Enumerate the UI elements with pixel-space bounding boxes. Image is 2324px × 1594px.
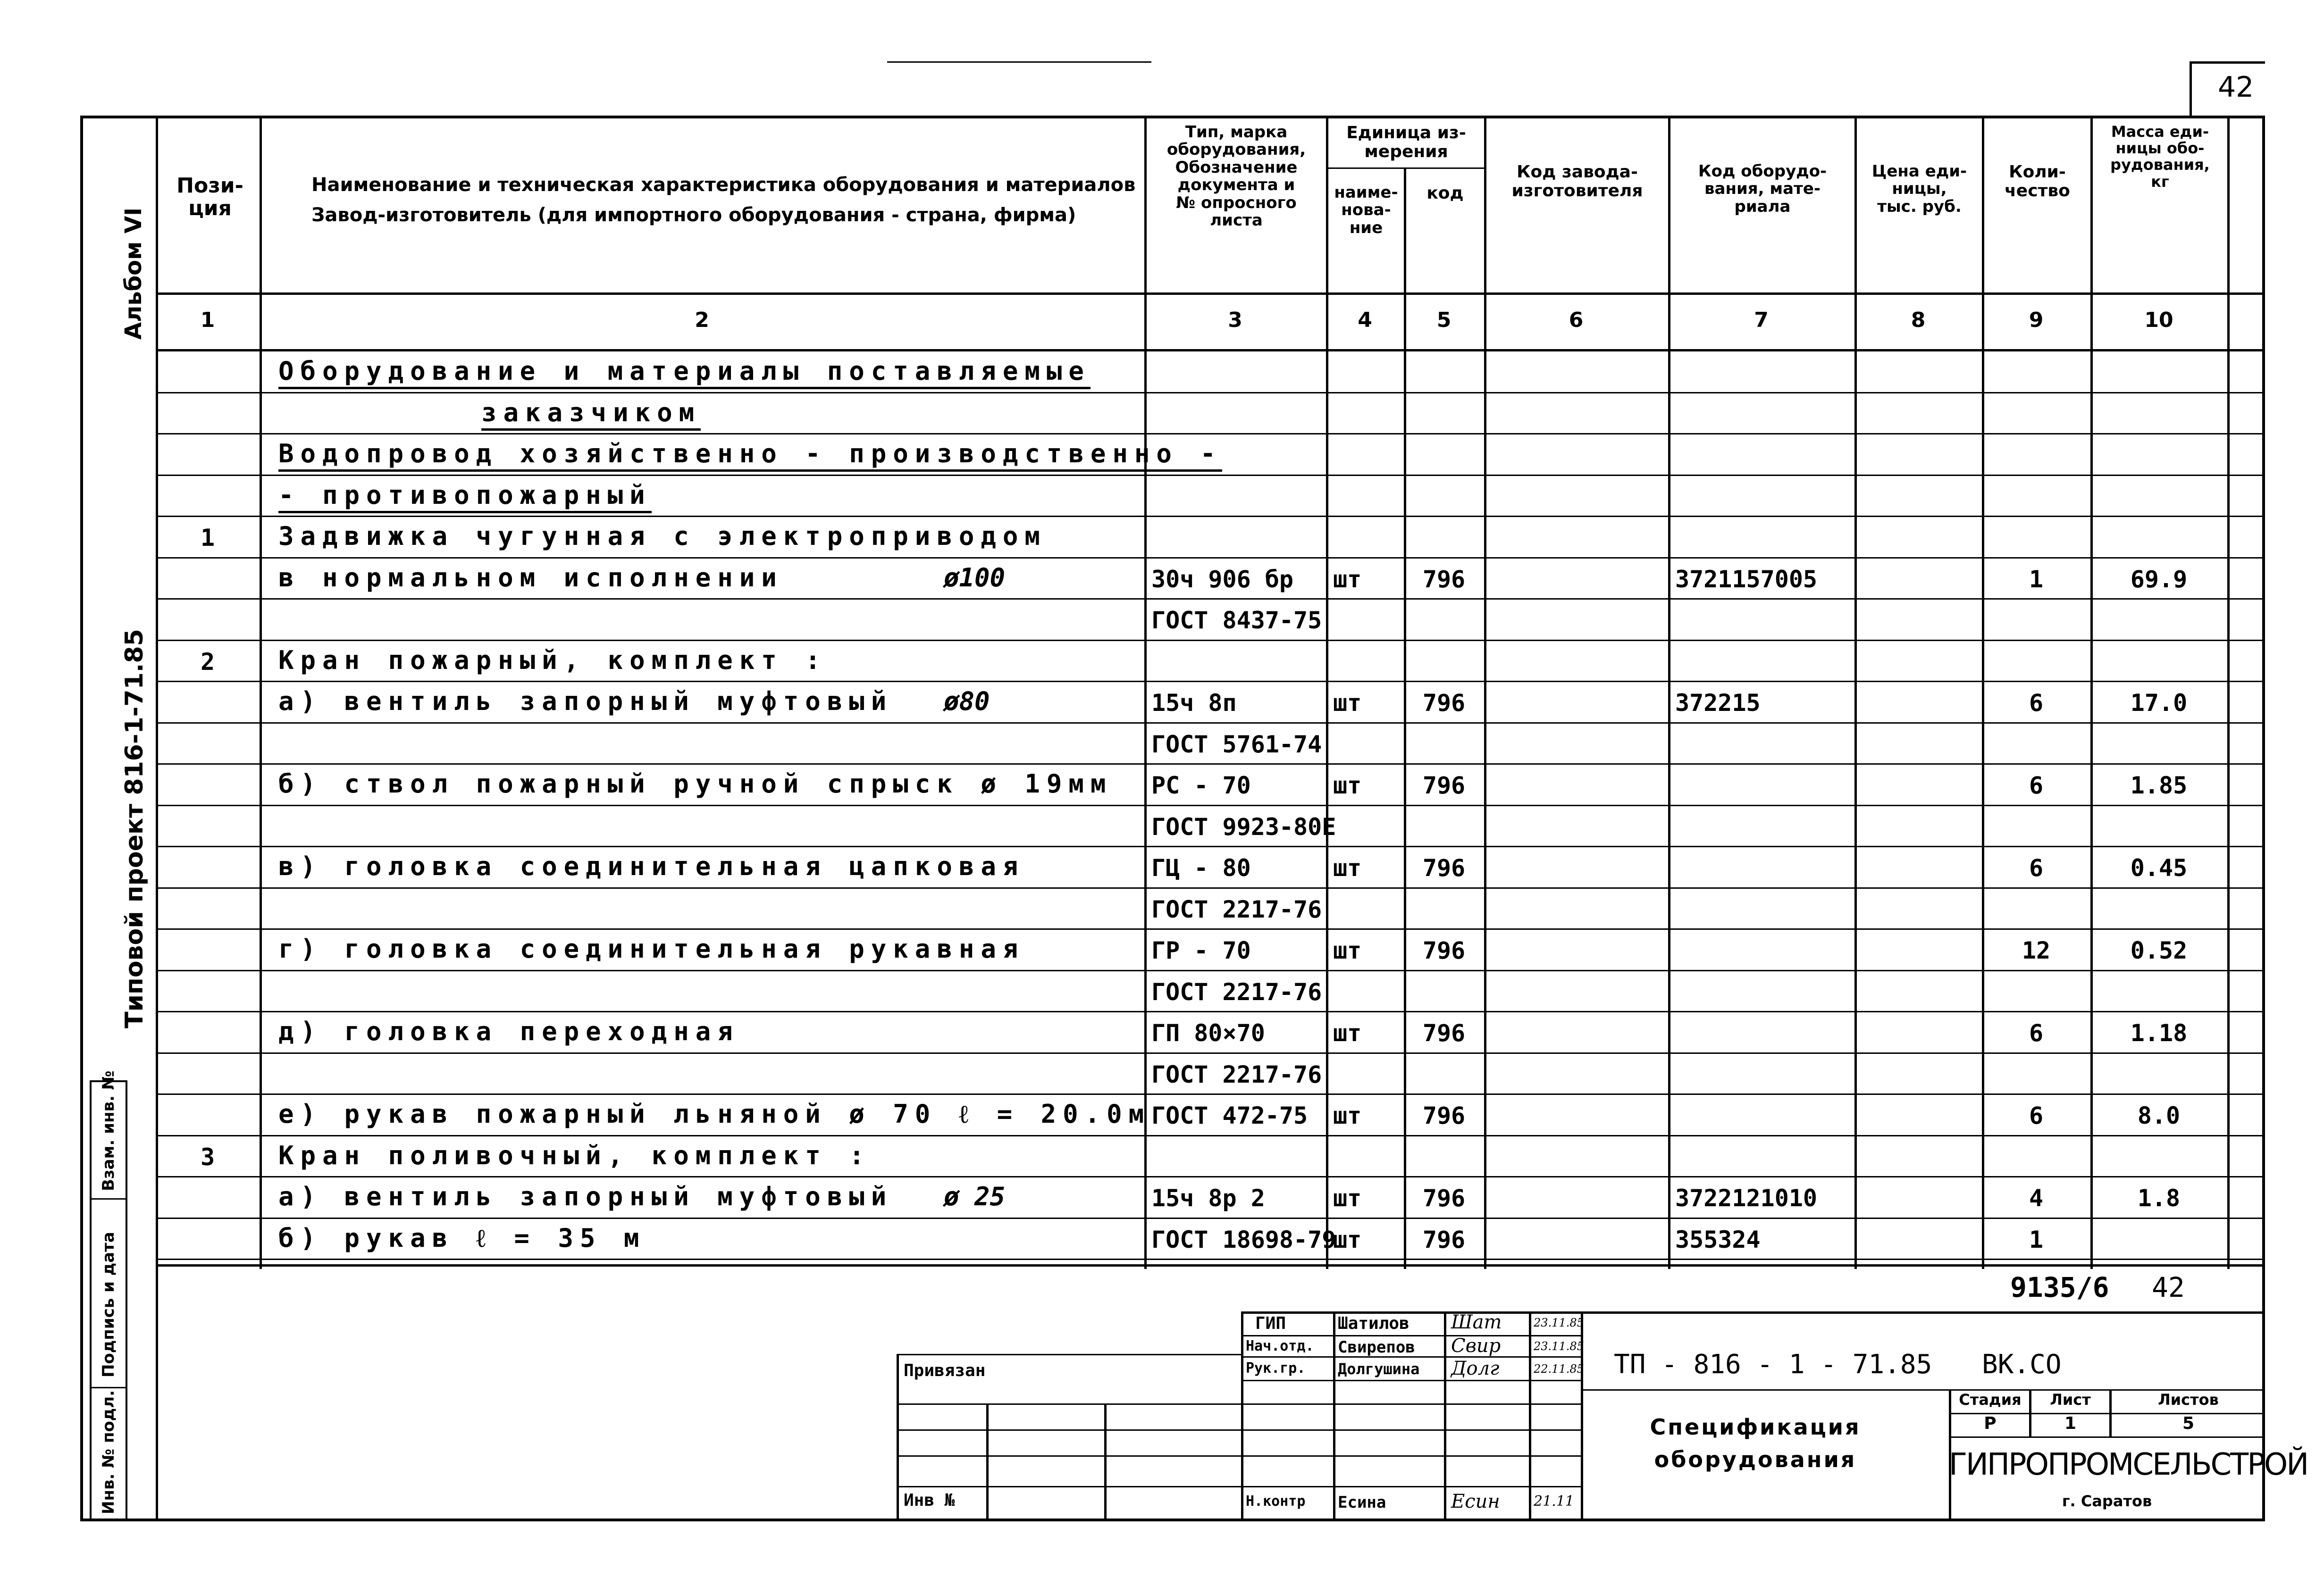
cell-name xyxy=(278,686,893,716)
row-separator xyxy=(156,1135,2265,1136)
cell-name-text: Задвижка чугунная с электроприводом xyxy=(278,521,1047,551)
tb-line xyxy=(897,1429,1581,1431)
inv-label: Инв № xyxy=(904,1491,955,1510)
stamp-replace: Взам. инв. № xyxy=(99,1070,118,1191)
doc-number: 9135/6 xyxy=(2010,1271,2109,1303)
cell-mass: 1.85 xyxy=(2130,772,2188,799)
cell-type: ГОСТ 5761-74 xyxy=(1151,730,1322,758)
project-label: Типовой проект 816-1-71.85 xyxy=(120,629,149,1028)
cell-qty: 12 xyxy=(2022,937,2051,964)
cell-name xyxy=(278,645,827,675)
cell-mass: 17.0 xyxy=(2130,689,2188,717)
cell-type: РС - 70 xyxy=(1151,772,1251,799)
row-separator xyxy=(156,1259,2265,1260)
row-separator xyxy=(156,805,2265,806)
cell-name xyxy=(278,934,1024,964)
top-sheet-number: 42 xyxy=(2218,71,2254,104)
cell-diameter: ø100 xyxy=(944,562,1006,593)
cell-diameter: ø80 xyxy=(944,686,990,716)
cell-diameter: ø 25 xyxy=(944,1182,1006,1211)
hdr-unit: Единица из- мерения xyxy=(1346,123,1466,161)
hdr-quantity: Коли- чество xyxy=(2005,162,2070,200)
col-num-4: 4 xyxy=(1358,308,1372,332)
cell-name xyxy=(278,521,1047,551)
cell-qty: 6 xyxy=(2029,1019,2044,1047)
date-group: 22.11.85 xyxy=(1534,1362,1584,1376)
cell-qty: 6 xyxy=(2029,854,2044,882)
name-group: Долгушина xyxy=(1338,1360,1420,1378)
cell-mass: 69.9 xyxy=(2130,565,2188,593)
cell-type: ГОСТ 2217-76 xyxy=(1151,978,1322,1006)
cell-type: ГОСТ 472-75 xyxy=(1151,1102,1308,1129)
tb-line xyxy=(1241,1335,1581,1336)
cell-name-text: е) рукав пожарный льняной ø 70 ℓ = 20.0м xyxy=(278,1099,1151,1129)
hdr-name-line2: Завод-изготовитель (для импортного оборудования - страна, фирма) xyxy=(311,204,1076,226)
cell-code: 796 xyxy=(1422,772,1466,799)
bound-label: Привязан xyxy=(904,1361,986,1380)
col-line xyxy=(1326,116,1328,1269)
header-bottom-line xyxy=(156,292,2265,295)
hdr-plant-code: Код завода- изготовителя xyxy=(1511,162,1643,200)
album-label: Альбом VI xyxy=(120,207,147,340)
cell-name xyxy=(278,1099,1150,1129)
cell-type: ГП 80×70 xyxy=(1151,1019,1265,1047)
sheet-value: 1 xyxy=(2064,1414,2077,1433)
doc-title xyxy=(1586,1415,1925,1471)
col-num-6: 6 xyxy=(1569,308,1584,332)
date-gip: 23.11.85 xyxy=(1534,1316,1584,1329)
row-separator xyxy=(156,1093,2265,1095)
project-code: ТП - 816 - 1 - 71.85 xyxy=(1614,1349,1932,1380)
col-num-2: 2 xyxy=(695,308,709,332)
cell-type: ГОСТ 9923-80Е xyxy=(1151,813,1336,841)
cell-name-text: заказчиком xyxy=(481,398,701,431)
stamp-signature: Подпись и дата xyxy=(99,1232,118,1377)
hdr-position: Пози- ция xyxy=(176,174,243,221)
cell-qty: 6 xyxy=(2029,772,2044,799)
cell-qty: 6 xyxy=(2029,1102,2044,1129)
row-separator xyxy=(156,1011,2265,1012)
tb-line xyxy=(1241,1311,1243,1521)
row-separator xyxy=(156,763,2265,765)
cell-mat: 355324 xyxy=(1675,1226,1761,1253)
tb-line xyxy=(986,1403,989,1521)
col-line xyxy=(260,116,262,1269)
cell-mass: 0.45 xyxy=(2130,854,2188,882)
row-separator xyxy=(156,887,2265,889)
cell-name xyxy=(278,1223,646,1253)
cell-type: ГОСТ 2217-76 xyxy=(1151,895,1322,923)
cell-name xyxy=(278,563,783,593)
cell-name-text: Кран пожарный, комплект : xyxy=(278,645,827,675)
col-num-9: 9 xyxy=(2029,308,2044,332)
role-gip: ГИП xyxy=(1255,1314,1286,1333)
cell-code: 796 xyxy=(1422,1019,1466,1047)
hdr-material-code: Код оборудо- вания, мате- риала xyxy=(1698,162,1827,216)
col-num-1: 1 xyxy=(200,308,215,332)
cell-name xyxy=(278,1141,871,1170)
cell-mat: 3722121010 xyxy=(1675,1185,1818,1212)
cell-code: 796 xyxy=(1422,937,1466,964)
hdr-name xyxy=(264,175,1142,225)
cell-name-text: Кран поливочный, комплект : xyxy=(278,1140,871,1170)
doc-title-line2: оборудования xyxy=(1654,1446,1857,1472)
cell-mat: 372215 xyxy=(1675,689,1761,717)
cell-code: 796 xyxy=(1422,1185,1466,1212)
row-separator xyxy=(156,516,2265,517)
cell-unit: шт xyxy=(1333,854,1362,882)
unit-header-line xyxy=(1326,167,1484,169)
cell-name-text: б) ствол пожарный ручной спрыск ø 19мм xyxy=(278,769,1113,799)
cell-name xyxy=(278,356,1091,386)
cell-name xyxy=(278,1182,893,1211)
date-head: 23.11.85 xyxy=(1534,1340,1584,1353)
cell-name-text: в) головка соединительная цапковая xyxy=(278,851,1025,881)
col-line xyxy=(1484,116,1486,1269)
cell-pos: 2 xyxy=(200,648,215,676)
cell-name-text: Водопровод хозяйственно - производственно - xyxy=(278,439,1222,472)
row-separator xyxy=(156,475,2265,476)
row-separator xyxy=(156,722,2265,724)
stamp-inv: Инв. № подл. xyxy=(99,1390,118,1514)
row-separator xyxy=(156,681,2265,682)
hdr-type: Тип, марка оборудования, Обозначение документа и № опросного листа xyxy=(1166,123,1306,230)
tb-line xyxy=(1333,1311,1335,1521)
cell-name-text: а) вентиль запорный муфтовый xyxy=(278,686,893,716)
stage-value: Р xyxy=(1984,1414,1997,1433)
cell-name-text: б) рукав ℓ = 35 м xyxy=(278,1223,646,1253)
col-line xyxy=(2227,116,2230,1269)
cell-mass: 1.18 xyxy=(2130,1019,2188,1047)
sheets-label: Листов xyxy=(2158,1391,2219,1409)
cell-mass: 0.52 xyxy=(2130,937,2188,964)
cell-mat: 3721157005 xyxy=(1675,565,1818,593)
signature-group: Долг xyxy=(1451,1358,1500,1379)
cell-code: 796 xyxy=(1422,565,1466,593)
row-separator xyxy=(156,433,2265,434)
row-separator xyxy=(156,846,2265,847)
organization: ГИПРОПРОМСЕЛЬСТРОЙ xyxy=(1949,1447,2308,1482)
signature-head: Свир xyxy=(1451,1335,1501,1357)
cell-name xyxy=(278,480,652,510)
col-num-5: 5 xyxy=(1436,308,1451,332)
cell-type: ГОСТ 8437-75 xyxy=(1151,607,1322,634)
col-line xyxy=(1668,116,1670,1269)
cell-unit: шт xyxy=(1333,689,1362,717)
table-bottom-line xyxy=(156,1264,2265,1267)
cell-type: ГОСТ 18698-79 xyxy=(1151,1226,1336,1253)
stage-label: Стадия xyxy=(1959,1391,2022,1409)
hdr-price: Цена еди- ницы, тыс. руб. xyxy=(1871,162,1967,216)
tb-line xyxy=(1241,1380,1581,1381)
cell-name xyxy=(278,1017,739,1046)
col-line xyxy=(1854,116,1857,1269)
cell-type: 15ч 8п xyxy=(1151,689,1237,717)
cell-name-text: д) головка переходная xyxy=(278,1017,739,1046)
cell-mass: 1.8 xyxy=(2137,1185,2181,1212)
cell-unit: шт xyxy=(1333,565,1362,593)
role-control: Н.контр xyxy=(1246,1493,1306,1510)
numbers-bottom-line xyxy=(156,349,2265,351)
cell-qty: 4 xyxy=(2029,1185,2044,1212)
row-separator xyxy=(156,640,2265,641)
row-separator xyxy=(156,1218,2265,1219)
tb-line xyxy=(897,1486,1581,1487)
doc-number-box xyxy=(2010,1269,2218,1314)
row-separator xyxy=(156,557,2265,559)
doc-mark: ВК.СО xyxy=(1982,1349,2062,1380)
cell-type: ГР - 70 xyxy=(1151,937,1251,964)
tb-line xyxy=(1529,1311,1531,1521)
cell-unit: шт xyxy=(1333,937,1362,964)
cell-unit: шт xyxy=(1333,1185,1362,1212)
cell-code: 796 xyxy=(1422,1102,1466,1129)
cell-name xyxy=(278,851,1024,881)
col-num-7: 7 xyxy=(1754,308,1769,332)
cell-name xyxy=(278,439,1222,468)
stamp-divider xyxy=(90,1387,127,1388)
name-head: Свирепов xyxy=(1338,1338,1415,1357)
cell-type: 30ч 906 бр xyxy=(1151,565,1294,593)
tb-line xyxy=(897,1354,899,1521)
cell-unit: шт xyxy=(1333,1102,1362,1129)
tb-line xyxy=(897,1354,1241,1355)
cell-name-text: г) головка соединительная рукавная xyxy=(278,934,1025,964)
hdr-unit-code: код xyxy=(1426,184,1464,203)
col-num-3: 3 xyxy=(1228,308,1242,332)
cell-unit: шт xyxy=(1333,1019,1362,1047)
hdr-mass: Масса еди- ницы обо- рудования, кг xyxy=(2110,123,2210,191)
cell-qty: 6 xyxy=(2029,689,2044,717)
cell-type: 15ч 8р 2 xyxy=(1151,1185,1265,1212)
cell-code: 796 xyxy=(1422,689,1466,717)
cell-pos: 1 xyxy=(200,524,215,551)
cell-pos: 3 xyxy=(200,1143,215,1171)
top-dash-line xyxy=(887,61,1151,63)
cell-name-text: - противопожарный xyxy=(278,480,652,513)
cell-type: ГЦ - 80 xyxy=(1151,854,1251,882)
sheets-total: 5 xyxy=(2182,1414,2195,1433)
organization-city: г. Саратов xyxy=(2062,1492,2152,1510)
cell-type: ГОСТ 2217-76 xyxy=(1151,1060,1322,1088)
cell-qty: 1 xyxy=(2029,565,2044,593)
sheet-label: Лист xyxy=(2050,1391,2091,1409)
col-line xyxy=(1144,116,1147,1269)
tb-line xyxy=(1444,1311,1446,1521)
tb-line xyxy=(897,1403,1581,1405)
stamp-divider xyxy=(90,1198,127,1200)
cell-name-text: а) вентиль запорный муфтовый xyxy=(278,1182,893,1211)
cell-code: 796 xyxy=(1422,854,1466,882)
cell-mass: 8.0 xyxy=(2137,1102,2181,1129)
cell-name-text: Оборудование и материалы поставляемые xyxy=(278,356,1091,389)
row-separator xyxy=(156,970,2265,971)
signature-control: Есин xyxy=(1451,1491,1500,1512)
role-head: Нач.отд. xyxy=(1246,1338,1314,1354)
row-separator xyxy=(156,1176,2265,1177)
name-gip: Шатилов xyxy=(1338,1314,1410,1333)
date-control: 21.11 xyxy=(1534,1493,1574,1510)
cell-unit: шт xyxy=(1333,1226,1362,1253)
row-separator xyxy=(156,598,2265,600)
cell-qty: 1 xyxy=(2029,1226,2044,1253)
role-group: Рук.гр. xyxy=(1246,1360,1306,1377)
name-control: Есина xyxy=(1338,1493,1386,1512)
row-separator xyxy=(156,928,2265,930)
tb-line xyxy=(897,1455,1581,1457)
tb-line xyxy=(1949,1436,2265,1438)
cell-name xyxy=(278,769,1112,799)
cell-code: 796 xyxy=(1422,1226,1466,1253)
doc-sheet: 42 xyxy=(2152,1271,2185,1303)
col-num-10: 10 xyxy=(2144,308,2173,332)
cell-name-text: в нормальном исполнении xyxy=(278,562,783,593)
cell-unit: шт xyxy=(1333,772,1362,799)
row-separator xyxy=(156,1052,2265,1054)
hdr-unit-name: наиме- нова- ние xyxy=(1334,183,1398,237)
col-num-8: 8 xyxy=(1911,308,1926,332)
hdr-name-line1: Наименование и техническая характеристика оборудования и материалов xyxy=(311,174,1136,196)
cell-name xyxy=(481,398,701,427)
row-separator xyxy=(156,392,2265,393)
signature-gip: Шат xyxy=(1451,1311,1502,1333)
tb-line xyxy=(1104,1403,1107,1521)
doc-title-line1: Спецификация xyxy=(1650,1414,1861,1440)
